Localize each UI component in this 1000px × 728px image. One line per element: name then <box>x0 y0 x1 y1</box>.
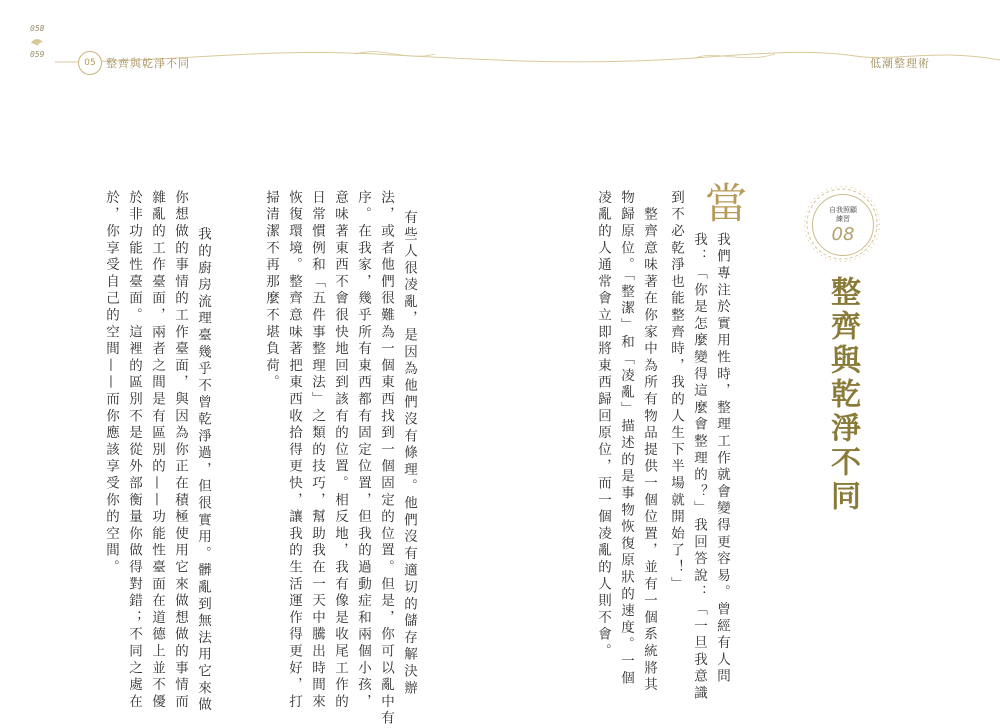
badge-label-top: 自我照顧 <box>829 205 857 214</box>
running-head-book-title: 低潮整理術 <box>870 57 930 70</box>
body-line: 於，你享受自己的空間——而你應該享受你的空間。 <box>103 190 119 577</box>
page-number-left: 058 <box>30 24 45 33</box>
section-badge <box>803 185 881 263</box>
badge-number: 08 <box>831 223 855 245</box>
body-line: 掃清潔不再那麼不堪負荷。 <box>263 190 279 392</box>
body-line: 雜亂的工作臺面，兩者之間是有區別的——功能性臺面在道德上並不優 <box>149 190 165 711</box>
page-number-right: 059 <box>30 50 45 59</box>
body-line: 整齊意味著在你家中為所有物品提供一個位置，並有一個系統將其 <box>641 190 657 694</box>
body-line: 你想做的事情的工作臺面，與因為你正在積極使用它來做想做的事情而 <box>172 190 188 711</box>
body-line: 凌亂的人通常會立即將東西歸回原位，而一個凌亂的人則不會。 <box>595 190 611 661</box>
section-title: 整齊與乾淨不同 <box>825 276 860 514</box>
body-line: 我的廚房流理臺幾乎不曾乾淨過，但很實用。髒亂到無法用它來做 <box>195 210 211 714</box>
body-line: 我：「你是怎麼變得這麼會整理的？」我回答說：「一旦我意識 <box>691 232 707 703</box>
badge-label-bottom: 練習 <box>836 214 850 223</box>
body-line: 法，或者他們很難為一個東西找到一個固定的位置。但是，你可以亂中有 <box>378 190 394 728</box>
body-line: 於非功能性臺面。這裡的區別不是從外部衡量你做得對錯；不同之處在 <box>126 190 142 711</box>
body-line: 我們專注於實用性時，整理工作就會變得更容易。曾經有人問 <box>714 232 730 686</box>
chapter-number-badge <box>78 51 102 75</box>
body-line: 日常慣例和「五件事整理法」之類的技巧，幫助我在一天中騰出時間來 <box>309 190 325 711</box>
running-head-chapter-title: 整齊與乾淨不同 <box>106 57 190 70</box>
body-line: 恢復環境。整齊意味著把東西收拾得更快，讓我的生活運作得更好，打 <box>286 190 302 711</box>
body-line: 到不必乾淨也能整齊時，我的人生下半場就開始了！」 <box>668 190 684 594</box>
body-line: 意味著東西不會很快地回到該有的位置。相反地，我有像是收尾工作的 <box>332 190 348 711</box>
body-line: 物歸原位。「整潔」和「凌亂」描述的是事物恢復原狀的速度。一個 <box>618 190 634 688</box>
body-line: 有些人很凌亂，是因為他們沒有條理。他們沒有適切的儲存解決辦 <box>401 210 417 698</box>
header-flourish <box>55 40 1000 70</box>
chapter-number: 05 <box>84 58 96 68</box>
body-line: 序。在我家，幾乎所有東西都有固定位置，但我的過動症和兩個小孩， <box>355 190 371 711</box>
page-numbers <box>30 24 44 60</box>
drop-cap: 當 <box>705 179 748 228</box>
bird-icon <box>30 36 44 48</box>
